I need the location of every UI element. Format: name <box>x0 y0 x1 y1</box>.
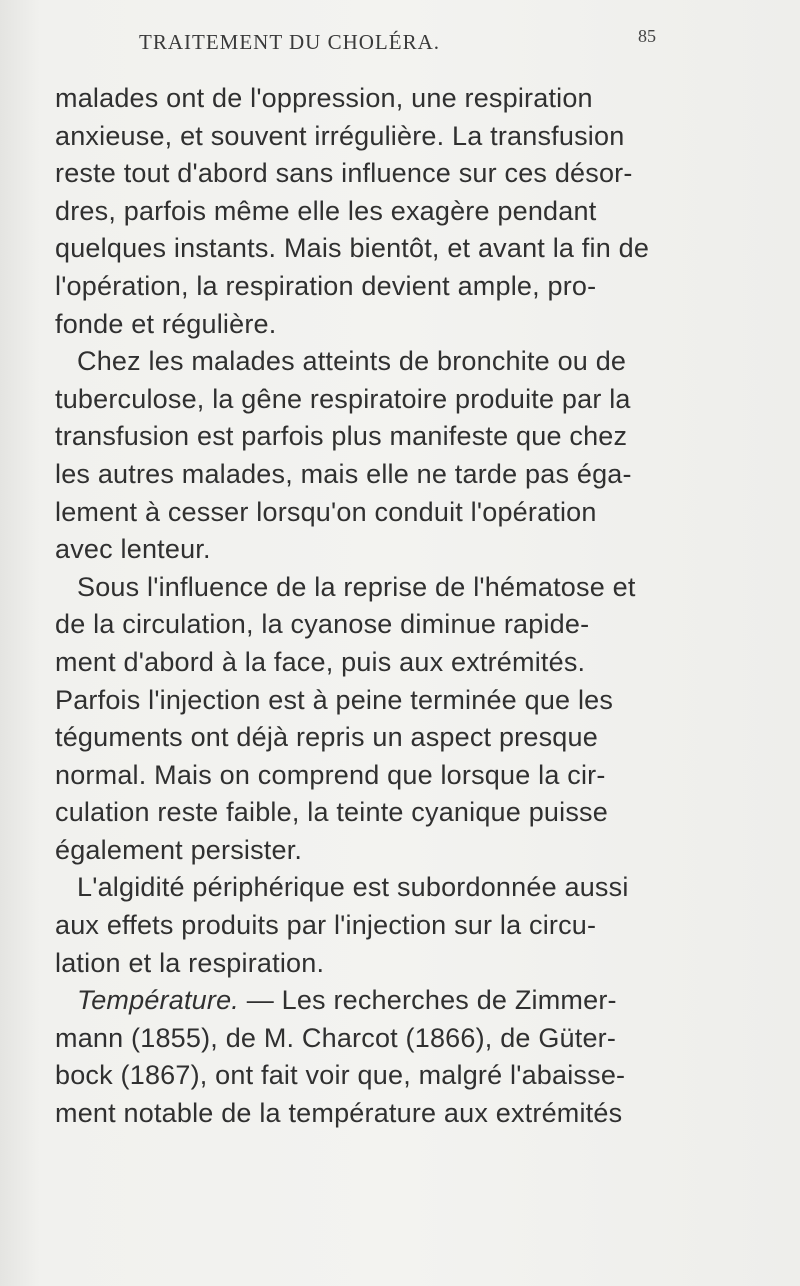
text-line-rest: — Les recherches de Zimmer- <box>246 985 617 1016</box>
text-line: aux effets produits par l'injection sur la circu- <box>55 910 597 941</box>
text-line <box>55 982 715 1020</box>
text-line: Sous l'influence de la reprise de l'hématose et <box>77 571 636 602</box>
text-line: Parfois l'injection est à peine terminée que les <box>55 684 614 715</box>
text-line: ment notable de la température aux extrémités <box>55 1098 623 1129</box>
running-title: TRAITEMENT DU CHOLÉRA. <box>139 30 441 54</box>
text-line: dres, parfois même elle les exagère pendant <box>55 195 597 226</box>
text-line: culation reste faible, la teinte cyanique puisse <box>55 797 608 828</box>
body-text <box>55 80 715 1133</box>
text-line: téguments ont déjà repris un aspect presque <box>55 722 598 753</box>
text-line: L'algidité périphérique est subordonnée aussi <box>77 872 629 903</box>
text-line: mann (1855), de M. Charcot (1866), de Güter- <box>55 1022 617 1053</box>
text-line: également persister. <box>55 834 303 865</box>
text-line: fonde et régulière. <box>55 308 277 339</box>
text-line: tuberculose, la gêne respiratoire produite par la <box>55 383 631 414</box>
text-line: l'opération, la respiration devient ample, pro- <box>55 270 597 301</box>
text-line: bock (1867), ont fait voir que, malgré l'abaisse- <box>55 1060 626 1091</box>
text-line: malades ont de l'oppression, une respiration <box>55 83 593 113</box>
text-line: lation et la respiration. <box>55 947 325 978</box>
text-line: de la circulation, la cyanose diminue rapide- <box>55 609 590 640</box>
text-line: reste tout d'abord sans influence sur ces désor- <box>55 158 633 189</box>
page-header <box>60 26 700 60</box>
section-lead: Température. <box>77 985 239 1016</box>
text-line: Chez les malades atteints de bronchite ou de <box>77 346 627 377</box>
text-line: transfusion est parfois plus manifeste que chez <box>55 421 628 452</box>
text-line: quelques instants. Mais bientôt, et avant la fin de <box>55 233 650 264</box>
text-line: anxieuse, et souvent irrégulière. La transfusion <box>55 120 625 151</box>
text-line: ment d'abord à la face, puis aux extrémités. <box>55 646 586 677</box>
text-line: lement à cesser lorsqu'on conduit l'opération <box>55 496 597 527</box>
page-number: 85 <box>638 26 656 46</box>
text-line: les autres malades, mais elle ne tarde pas éga- <box>55 458 632 489</box>
text-line: normal. Mais on comprend que lorsque la cir- <box>55 759 606 790</box>
text-line: avec lenteur. <box>55 534 211 565</box>
